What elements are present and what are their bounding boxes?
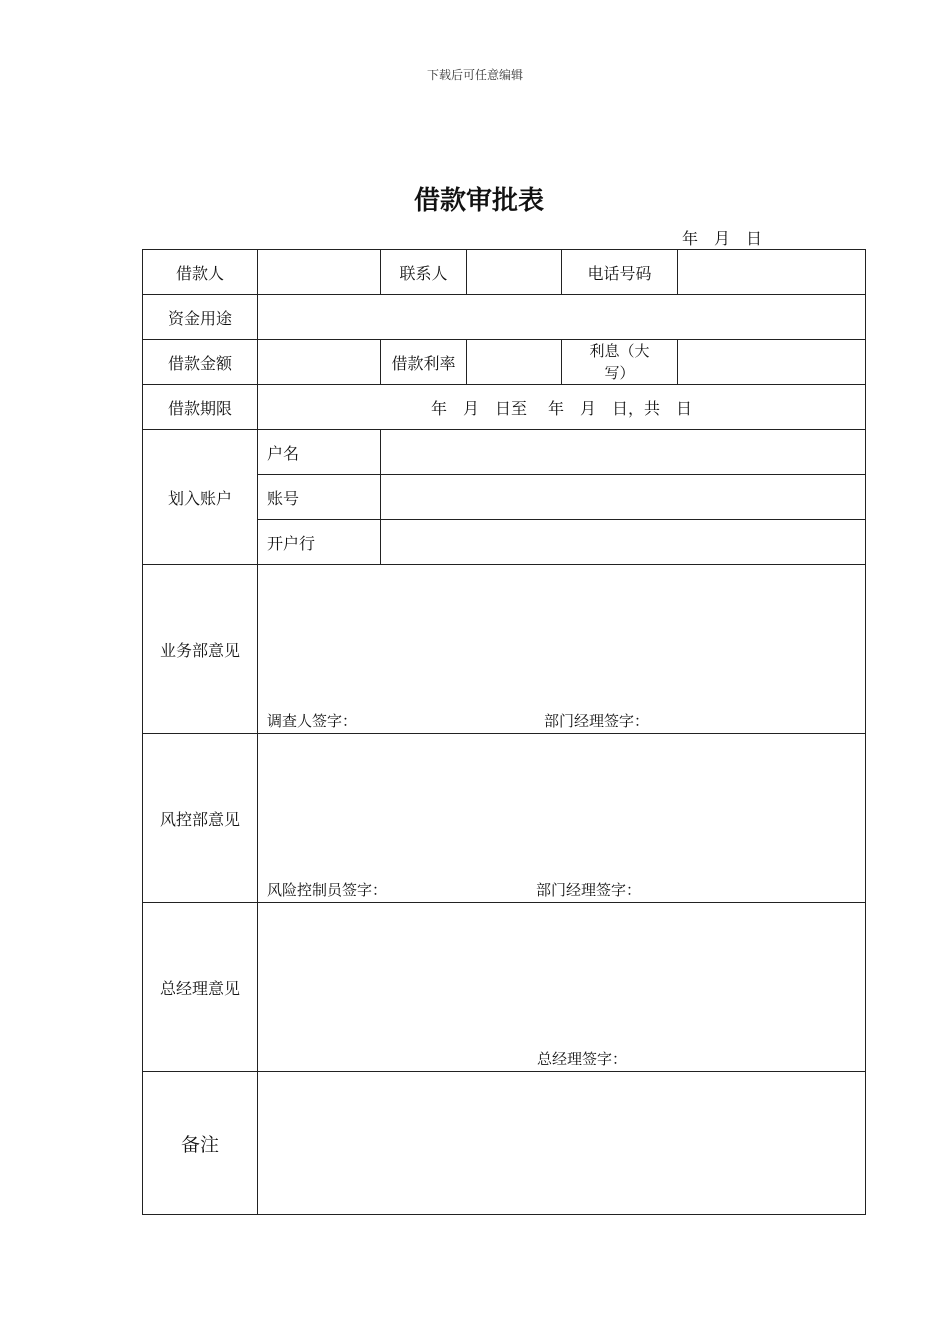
borrower-field[interactable] [258, 250, 381, 295]
business-dept-manager-sign: 部门经理签字： [544, 712, 650, 730]
interest-label-line2: 写） [604, 364, 635, 382]
term-label: 借款期限 [143, 385, 258, 430]
term-field[interactable]: 年 月 日至 年 月 日，共 日 [258, 385, 866, 430]
interest-label [562, 340, 678, 385]
account-no-label: 账号 [258, 475, 381, 520]
risk-officer-sign: 风险控制员签字： [267, 881, 388, 899]
purpose-label: 资金用途 [143, 295, 258, 340]
date-day: 日 [746, 229, 763, 248]
date-month: 月 [714, 229, 731, 248]
business-opinion-field[interactable] [258, 565, 866, 734]
date-year: 年 [682, 229, 699, 248]
risk-dept-manager-sign: 部门经理签字： [536, 881, 642, 899]
rate-label: 借款利率 [381, 340, 467, 385]
bank-label: 开户行 [258, 520, 381, 565]
date-line [682, 226, 778, 249]
rate-field[interactable] [467, 340, 562, 385]
business-opinion-label: 业务部意见 [143, 565, 258, 734]
account-name-field[interactable] [381, 430, 866, 475]
bank-field[interactable] [381, 520, 866, 565]
purpose-field[interactable] [258, 295, 866, 340]
borrower-label: 借款人 [143, 250, 258, 295]
amount-field[interactable] [258, 340, 381, 385]
phone-label: 电话号码 [562, 250, 678, 295]
loan-approval-table [142, 249, 866, 1215]
interest-label-line1: 利息（大 [589, 342, 650, 360]
amount-label: 借款金额 [143, 340, 258, 385]
risk-opinion-label: 风控部意见 [143, 734, 258, 903]
gm-opinion-field[interactable] [258, 903, 866, 1072]
page-title: 借款审批表 [413, 186, 544, 216]
gm-opinion-label: 总经理意见 [143, 903, 258, 1072]
account-label: 划入账户 [143, 430, 258, 565]
remarks-label: 备注 [143, 1072, 258, 1215]
contact-field[interactable] [467, 250, 562, 295]
risk-opinion-field[interactable] [258, 734, 866, 903]
contact-label: 联系人 [381, 250, 467, 295]
account-name-label: 户名 [258, 430, 381, 475]
interest-field[interactable] [678, 340, 866, 385]
remarks-field[interactable] [258, 1072, 866, 1215]
phone-field[interactable] [678, 250, 866, 295]
account-no-field[interactable] [381, 475, 866, 520]
investigator-sign: 调查人签字： [267, 712, 358, 730]
gm-sign: 总经理签字： [537, 1050, 628, 1068]
header-note: 下载后可任意编辑 [426, 68, 523, 82]
